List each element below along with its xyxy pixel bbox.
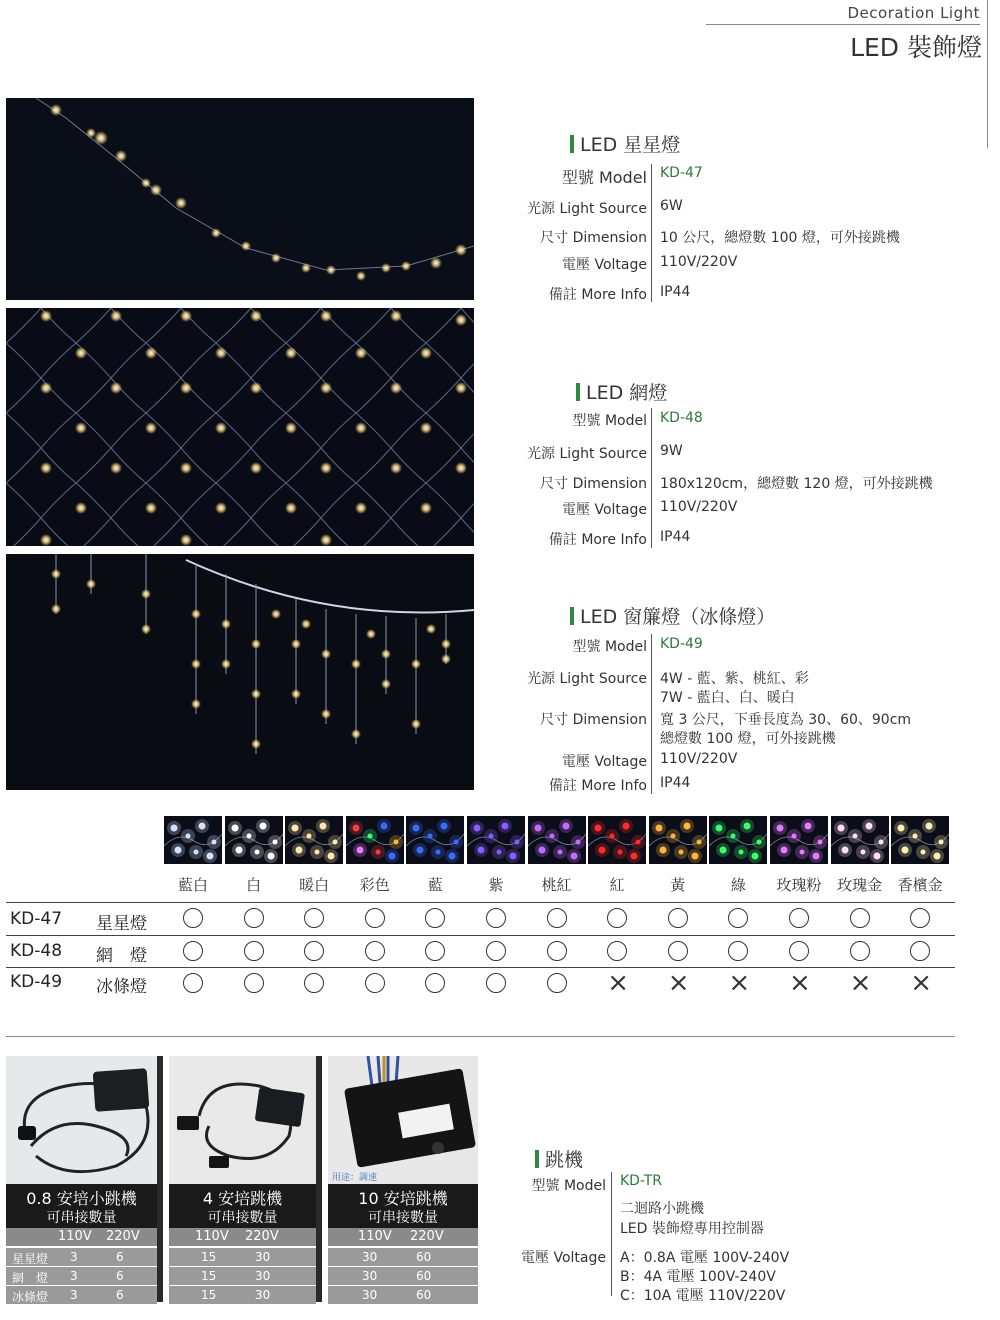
available-mark [607, 908, 627, 928]
controller-tag: 用途：調速 [332, 1173, 378, 1183]
controller-row-110v: 30 [362, 1269, 378, 1283]
controller-row-220v: 60 [416, 1269, 432, 1283]
section-divider [6, 1036, 955, 1037]
table-rule [6, 935, 955, 936]
controller-title: 4 安培跳機 [202, 1189, 283, 1208]
source-label: 光源 Light Source [527, 201, 647, 217]
controller-row-name: 網 燈 [12, 1271, 49, 1285]
controller-title: 0.8 安培小跳機 [26, 1189, 137, 1208]
voltage-value: 110V/220V [660, 499, 738, 515]
voltage-header [6, 1228, 157, 1246]
controller-row-110v: 30 [362, 1250, 378, 1264]
spec-divider [651, 408, 652, 548]
controller-divider [157, 1056, 163, 1302]
source-label: 光源 Light Source [527, 671, 647, 687]
color-swatch [831, 816, 889, 864]
controller-image-4a [169, 1056, 316, 1184]
controller-image-10a [328, 1056, 478, 1184]
available-mark [244, 941, 264, 961]
controller-row-220v: 60 [416, 1288, 432, 1302]
jump-desc-1: 二迴路小跳機 [620, 1201, 704, 1217]
color-name: 紅 [609, 876, 625, 894]
v220: 220V [106, 1229, 140, 1244]
spec-divider [651, 634, 652, 794]
spec-divider [651, 164, 652, 302]
product-title-icicle: LED 窗簾燈（冰條燈） [570, 602, 775, 629]
available-mark [304, 973, 324, 993]
color-swatch [649, 816, 707, 864]
header-english: Decoration Light [847, 4, 980, 22]
product-title-star: LED 星星燈 [570, 130, 680, 157]
photo-net-light [6, 308, 474, 546]
voltage-header [328, 1228, 478, 1246]
available-mark [486, 973, 506, 993]
unavailable-mark: × [849, 968, 872, 998]
color-name: 玫瑰粉 [776, 876, 822, 894]
color-name: 暖白 [299, 876, 330, 894]
color-name: 藍 [427, 876, 443, 894]
controller-row [6, 1267, 157, 1285]
controller-row-220v: 30 [255, 1250, 271, 1264]
available-mark [486, 908, 506, 928]
controller-row-110v: 3 [70, 1288, 78, 1302]
available-mark [304, 908, 324, 928]
available-mark [183, 973, 203, 993]
available-mark [304, 941, 324, 961]
info-value: IP44 [660, 775, 691, 791]
photo-icicle-light [6, 554, 474, 790]
controller-row-220v: 60 [416, 1250, 432, 1264]
controller-subtitle: 可串接數量 [368, 1210, 438, 1226]
available-mark [365, 941, 385, 961]
controller-row-110v: 3 [70, 1250, 78, 1264]
color-swatch [164, 816, 222, 864]
jump-voltage-label: 電壓 Voltage [521, 1250, 606, 1266]
color-swatch [406, 816, 464, 864]
voltage-label: 電壓 Voltage [562, 754, 647, 770]
controller-row-110v: 15 [201, 1269, 217, 1283]
controller-row-220v: 30 [255, 1288, 271, 1302]
model-label: 型號 Model [572, 639, 647, 655]
table-rule-top [6, 902, 955, 903]
controller-row-name: 星星燈 [12, 1252, 49, 1266]
available-mark [728, 941, 748, 961]
available-mark [244, 973, 264, 993]
model-value: KD-47 [660, 165, 703, 181]
available-mark [789, 908, 809, 928]
color-name: 黃 [670, 876, 686, 894]
available-mark [547, 973, 567, 993]
controller-row [6, 1248, 157, 1266]
source-value: 9W [660, 443, 683, 459]
color-name: 白 [246, 876, 262, 894]
dimension-label: 尺寸 Dimension [540, 476, 647, 492]
source-label: 光源 Light Source [527, 446, 647, 462]
voltage-label: 電壓 Voltage [562, 257, 647, 273]
controller-row [328, 1286, 478, 1304]
color-swatch [285, 816, 343, 864]
color-name: 紫 [488, 876, 504, 894]
jump-voltage-a: A：0.8A 電壓 100V-240V [620, 1250, 790, 1266]
controller-image-0.8a [6, 1056, 157, 1184]
available-mark [425, 941, 445, 961]
dimension-value: 10 公尺，總燈數 100 燈，可外接跳機 [660, 230, 900, 246]
controller-row-220v: 6 [116, 1269, 124, 1283]
header-divider [706, 24, 980, 25]
controller-row [169, 1267, 316, 1285]
color-name: 香檳金 [897, 876, 943, 894]
page-title: LED 裝飾燈 [850, 33, 982, 62]
unavailable-mark: × [607, 968, 629, 998]
color-swatch [528, 816, 586, 864]
controller-subtitle: 可串接數量 [207, 1210, 278, 1226]
color-name: 玫瑰金 [837, 876, 883, 894]
controller-row [328, 1267, 478, 1285]
available-mark [547, 941, 567, 961]
info-label: 備註 More Info [548, 778, 647, 794]
table-rule [6, 967, 955, 968]
voltage-value: 110V/220V [660, 751, 738, 767]
color-swatch [709, 816, 767, 864]
controller-row-name: 冰條燈 [12, 1290, 49, 1304]
source-value-line1: 4W - 藍、紫、桃紅、彩 [660, 671, 809, 687]
voltage-header [169, 1228, 316, 1246]
controller-row [6, 1286, 157, 1304]
dimension-value-line1: 寬 3 公尺，下垂長度為 30、60、90cm [660, 712, 912, 728]
source-value-line2: 7W - 藍白、白、暖白 [660, 690, 795, 706]
controller-row [169, 1248, 316, 1266]
available-mark [425, 973, 445, 993]
controller-row [169, 1286, 316, 1304]
voltage-value: 110V/220V [660, 254, 738, 270]
unavailable-mark: × [789, 968, 811, 998]
jump-voltage-b: B：4A 電壓 100V-240V [620, 1269, 776, 1285]
color-name: 彩色 [359, 876, 390, 894]
color-name: 綠 [730, 876, 746, 894]
dimension-label: 尺寸 Dimension [540, 230, 647, 246]
controller-header-4a [169, 1184, 316, 1228]
jump-voltage-c: C：10A 電壓 110V/220V [620, 1288, 786, 1304]
row-code-kd47: KD-47 [10, 909, 63, 929]
controller-title: 10 安培跳機 [358, 1189, 448, 1208]
voltage-label: 電壓 Voltage [562, 502, 647, 518]
color-swatch [225, 816, 283, 864]
v220: 220V [410, 1229, 444, 1244]
available-mark [547, 908, 567, 928]
info-label: 備註 More Info [548, 287, 647, 303]
v110: 110V [358, 1229, 392, 1244]
controller-row-110v: 3 [70, 1269, 78, 1283]
available-mark [244, 908, 264, 928]
controller-row-110v: 30 [362, 1288, 378, 1302]
jump-desc-2: LED 裝飾燈專用控制器 [620, 1221, 764, 1237]
color-name: 藍白 [177, 876, 208, 894]
row-code-kd48: KD-48 [10, 941, 63, 961]
available-mark [365, 973, 385, 993]
controller-row-110v: 15 [201, 1288, 217, 1302]
controller-subtitle: 可串接數量 [46, 1210, 117, 1226]
v110: 110V [58, 1229, 92, 1244]
unavailable-mark: × [728, 968, 751, 998]
controller-row-220v: 30 [255, 1269, 271, 1283]
controller-row-110v: 15 [201, 1250, 217, 1264]
available-mark [365, 908, 385, 928]
info-label: 備註 More Info [548, 532, 647, 548]
available-mark [425, 908, 445, 928]
color-swatch [588, 816, 646, 864]
available-mark [183, 941, 203, 961]
dimension-value: 180x120cm，總燈數 120 燈，可外接跳機 [660, 476, 933, 492]
controller-divider [316, 1056, 322, 1302]
row-name-kd48: 網 燈 [96, 946, 147, 966]
row-code-kd49: KD-49 [10, 972, 63, 992]
unavailable-mark: × [910, 968, 932, 998]
info-value: IP44 [660, 284, 691, 300]
controller-header-0.8a [6, 1184, 157, 1228]
available-mark [486, 941, 506, 961]
color-name: 桃紅 [541, 876, 572, 894]
dimension-label: 尺寸 Dimension [540, 712, 647, 728]
color-swatch [891, 816, 949, 864]
unavailable-mark: × [667, 968, 690, 998]
source-value: 6W [660, 198, 683, 214]
row-name-kd47: 星星燈 [96, 914, 147, 934]
info-value: IP44 [660, 529, 691, 545]
controller-row-220v: 6 [116, 1288, 124, 1302]
jump-model-value: KD-TR [620, 1173, 663, 1189]
available-mark [910, 941, 930, 961]
dimension-value-line2: 總燈數 100 燈，可外接跳機 [660, 731, 836, 747]
available-mark [668, 908, 688, 928]
controller-row-220v: 6 [116, 1250, 124, 1264]
photo-star-light [6, 98, 474, 300]
available-mark [183, 908, 203, 928]
available-mark [850, 908, 870, 928]
jump-model-label: 型號 Model [531, 1178, 606, 1194]
available-mark [789, 941, 809, 961]
v220: 220V [245, 1229, 279, 1244]
model-value: KD-49 [660, 636, 703, 652]
color-swatch [346, 816, 404, 864]
available-mark [728, 908, 748, 928]
product-title-net: LED 網燈 [576, 378, 667, 405]
model-label: 型號 Model [561, 168, 647, 187]
jump-title: 跳機 [535, 1145, 583, 1172]
row-name-kd49: 冰條燈 [96, 977, 147, 997]
color-swatch [770, 816, 828, 864]
available-mark [910, 908, 930, 928]
color-swatch [467, 816, 525, 864]
available-mark [668, 941, 688, 961]
available-mark [850, 941, 870, 961]
v110: 110V [195, 1229, 229, 1244]
model-label: 型號 Model [572, 413, 647, 429]
spec-divider [611, 1172, 612, 1296]
available-mark [607, 941, 627, 961]
header-vertical-divider [987, 0, 988, 148]
model-value: KD-48 [660, 410, 703, 426]
